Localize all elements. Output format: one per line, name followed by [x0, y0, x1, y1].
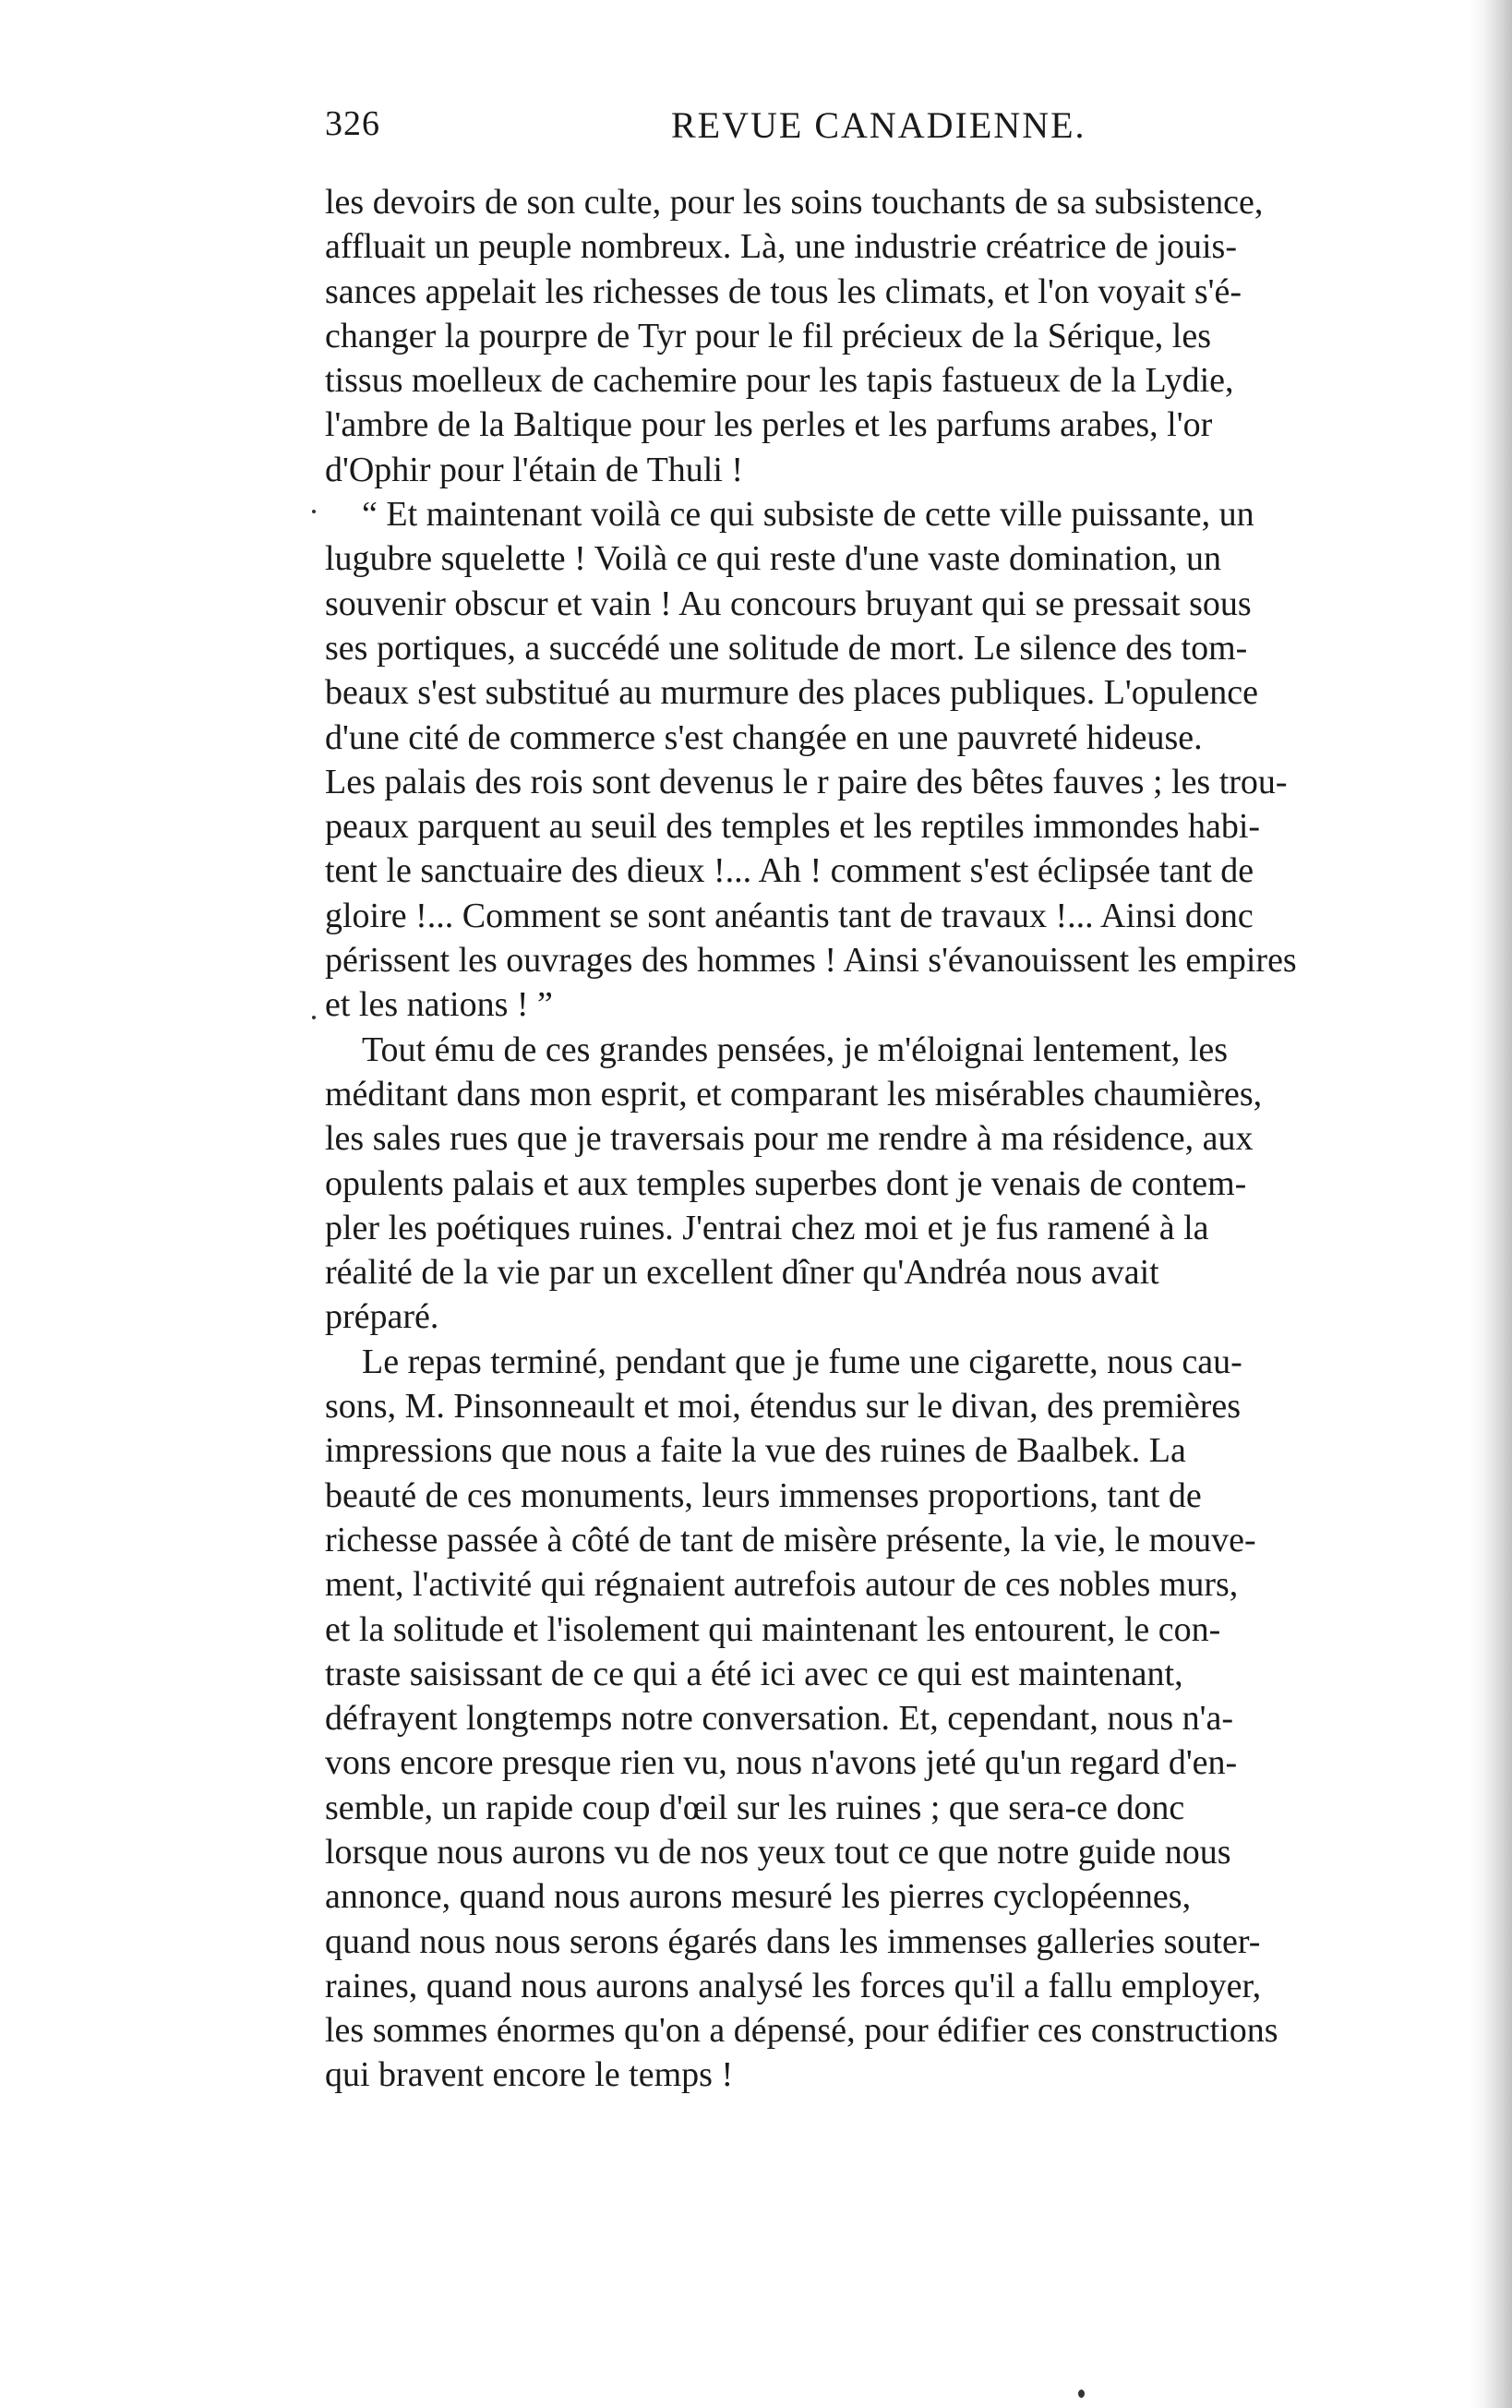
- text-line: richesse passée à côté de tant de misère présente, la vie, le mouve-: [325, 1520, 1256, 1559]
- text-line: préparé.: [325, 1297, 439, 1337]
- text-line: pler les poétiques ruines. J'entrai chez moi et je fus ramené à la: [325, 1208, 1209, 1247]
- text-line: lugubre squelette ! Voilà ce qui reste d'une vaste domination, un: [325, 539, 1222, 579]
- text-line: l'ambre de la Baltique pour les perles et les parfums arabes, l'or: [325, 405, 1213, 445]
- running-title: REVUE CANADIENNE.: [671, 104, 1086, 146]
- text-line: ment, l'activité qui régnaient autrefois autour de ces nobles murs,: [325, 1565, 1239, 1605]
- text-line: souvenir obscur et vain ! Au concours bruyant qui se pressait sous: [325, 584, 1252, 623]
- text-line: les sommes énormes qu'on a dépensé, pour édifier ces constructions: [325, 2011, 1278, 2051]
- ink-speck: [312, 510, 316, 513]
- text-line: Le repas terminé, pendant que je fume une cigarette, nous cau-: [362, 1342, 1242, 1381]
- text-line: qui bravent encore le temps !: [325, 2055, 734, 2095]
- text-line: méditant dans mon esprit, et comparant les misérables chaumières,: [325, 1074, 1263, 1114]
- text-line: lorsque nous aurons vu de nos yeux tout ce que notre guide nous: [325, 1832, 1231, 1872]
- text-line: Les palais des rois sont devenus le r paire des bêtes fauves ; les trou-: [325, 762, 1288, 801]
- text-line: les devoirs de son culte, pour les soins touchants de sa subsistence,: [325, 183, 1264, 222]
- text-line: défrayent longtemps notre conversation. Et, cependant, nous n'a-: [325, 1699, 1233, 1739]
- page-header: [325, 103, 1100, 159]
- page-edge-shadow: [1470, 0, 1512, 2408]
- ink-speck: [1078, 2390, 1085, 2398]
- text-line: tent le sanctuaire des dieux !... Ah ! comment s'est éclipsée tant de: [325, 851, 1254, 891]
- text-line: d'Ophir pour l'étain de Thuli !: [325, 450, 744, 489]
- body-text: [325, 180, 1433, 2098]
- text-line: d'une cité de commerce s'est changée en une pauvreté hideuse.: [325, 717, 1203, 757]
- text-line: beauté de ces monuments, leurs immenses proportions, tant de: [325, 1475, 1202, 1515]
- text-line: beaux s'est substitué au murmure des places publiques. L'opulence: [325, 673, 1258, 713]
- text-line: impressions que nous a faite la vue des ruines de Baalbek. La: [325, 1431, 1186, 1471]
- ink-speck: [312, 1016, 316, 1019]
- text-line: vons encore presque rien vu, nous n'avons jeté qu'un regard d'en-: [325, 1743, 1238, 1783]
- text-line: traste saisissant de ce qui a été ici avec ce qui est maintenant,: [325, 1654, 1183, 1693]
- text-line: sances appelait les richesses de tous les climats, et l'on voyait s'é-: [325, 271, 1242, 311]
- text-line: les sales rues que je traversais pour me rendre à ma résidence, aux: [325, 1119, 1254, 1159]
- text-line: Tout ému de ces grandes pensées, je m'éloignai lentement, les: [362, 1029, 1229, 1069]
- text-line: semble, un rapide coup d'œil sur les ruines ; que sera-ce donc: [325, 1788, 1185, 1827]
- text-line: tissus moelleux de cachemire pour les tapis fastueux de la Lydie,: [325, 361, 1234, 401]
- text-line: affluait un peuple nombreux. Là, une industrie créatrice de jouis-: [325, 227, 1237, 267]
- text-line: peaux parquent au seuil des temples et les reptiles immondes habi-: [325, 807, 1261, 847]
- text-line: “ Et maintenant voilà ce qui subsiste de cette ville puissante, un: [362, 495, 1254, 535]
- text-line: changer la pourpre de Tyr pour le fil précieux de la Sérique, les: [325, 316, 1211, 355]
- text-line: annonce, quand nous aurons mesuré les pierres cyclopéennes,: [325, 1877, 1192, 1917]
- text-line: gloire !... Comment se sont anéantis tant de travaux !... Ainsi donc: [325, 896, 1254, 935]
- text-line: quand nous nous serons égarés dans les immenses galleries souter-: [325, 1921, 1261, 1961]
- text-line: et la solitude et l'isolement qui maintenant les entourent, le con-: [325, 1609, 1221, 1649]
- text-line: et les nations ! ”: [325, 985, 553, 1025]
- text-line: périssent les ouvrages des hommes ! Ainsi s'évanouissent les empires: [325, 941, 1297, 981]
- page-number: 326: [325, 104, 380, 143]
- text-line: opulents palais et aux temples superbes dont je venais de contem-: [325, 1163, 1247, 1203]
- text-line: réalité de la vie par un excellent dîner qu'Andréa nous avait: [325, 1253, 1159, 1293]
- text-line: ses portiques, a succédé une solitude de mort. Le silence des tom-: [325, 628, 1248, 668]
- text-line: raines, quand nous aurons analysé les forces qu'il a fallu employer,: [325, 1966, 1262, 2005]
- text-line: sons, M. Pinsonneault et moi, étendus sur le divan, des premières: [325, 1387, 1242, 1427]
